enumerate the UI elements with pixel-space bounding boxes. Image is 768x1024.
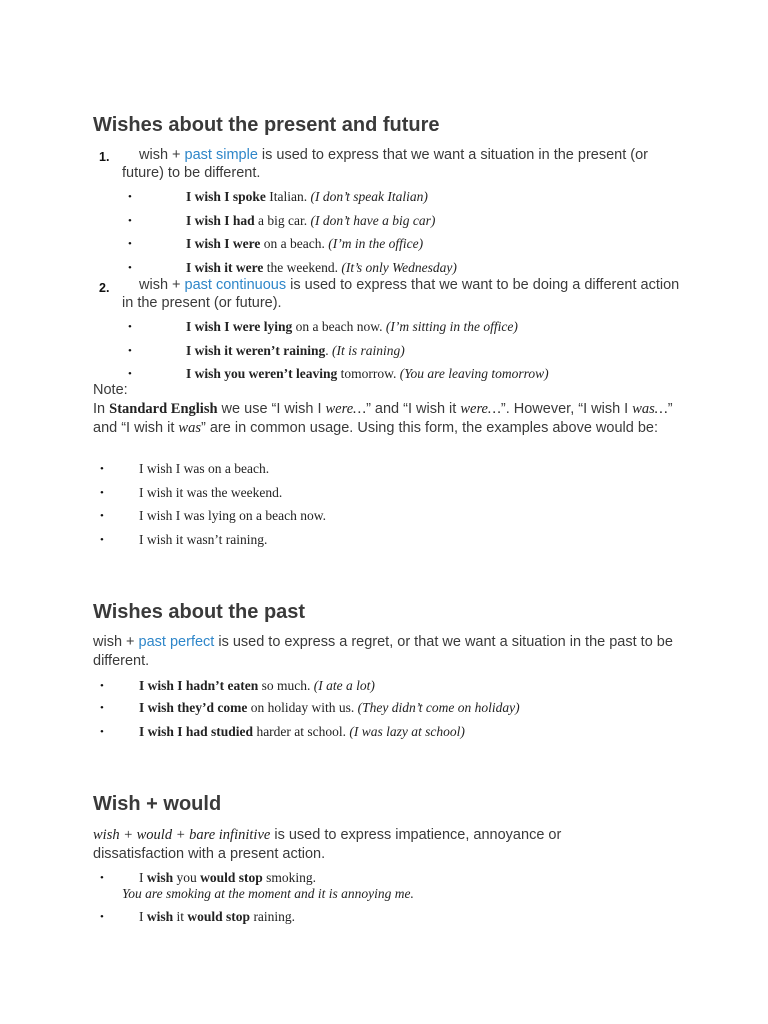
past-simple-link[interactable]: past simple [184,147,258,163]
list-number-1: 1. [99,150,110,164]
example-note: You are smoking at the moment and it is annoying me. [122,886,414,901]
list-item-2-text: wish + past continuous is used to express that we want to be doing a different action in the present (or future). [122,277,680,311]
wish-would-paragraph: wish + would + bare infinitive is used to express impatience, annoyance or dissatisfaction with a present action. [93,827,562,862]
heading-wish-would: Wish + would [93,793,222,815]
past-perfect-link[interactable]: past perfect [138,634,215,650]
past-continuous-link[interactable]: past continuous [184,277,287,293]
document-page: Wishes about the present and future 1. wish + past simple is used to express that we want a situation in the present (or future) to be different. • I wish I spoke Italian. (I don’t speak Italian) • I wish I had a big car. (I don’t have a big car) • I wish I were on a beach. (I’m in the office) • I wish it were the weekend. (It’s only Wednesday) 2. wish + past continuous is used to express that we want to be doing a different action in the present (or future). • I wish I were lying on a beach now. (I’m sitting in the office) • I wish it weren’t raining. (It is raining) • I wish you weren’t leaving tomorrow. (You are leaving tomorrow) Note: In Standard English we use “I wish I were…” and “I wish it were…”. However, “I wish I was…” and “I wish it was” are in common usage. Using this form, the examples above would be: • I wish I was on a beach. • I wish it was the weekend. • I wish I was lying on a beach now. • I wish it wasn’t raining. Wishes about the past wish + past perfect is used to express a regret, or that we want a situation in the past to be different. • I wish I hadn’t eaten so much. (I ate a lot) • I wish they’d come on holiday with us. (They didn’t come on holiday) • I wish I had studied harder at school. (I was lazy at school) Wish + would wish + would + bare infinitive is used to express impatience, annoyance or dissatisfaction with a present action. • I wish you would stop smoking. You are smoking at the moment and it is annoying me. • I wish it would stop raining. [0,0,768,1024]
past-perfect-paragraph: wish + past perfect is used to express a regret, or that we want a situation in the past to be different. [93,634,673,669]
list-item-1-text: wish + past simple is used to express that we want a situation in the present (or future) to be different. [122,147,648,181]
note-paragraph: In Standard English we use “I wish I were…” and “I wish it were…”. However, “I wish I was…” and “I wish it was” are in common usage. Using this form, the examples above would be: [93,401,673,436]
note-label: Note: [93,382,128,398]
list-number-2: 2. [99,281,110,295]
heading-present-future: Wishes about the present and future [93,114,440,136]
heading-past: Wishes about the past [93,601,306,623]
